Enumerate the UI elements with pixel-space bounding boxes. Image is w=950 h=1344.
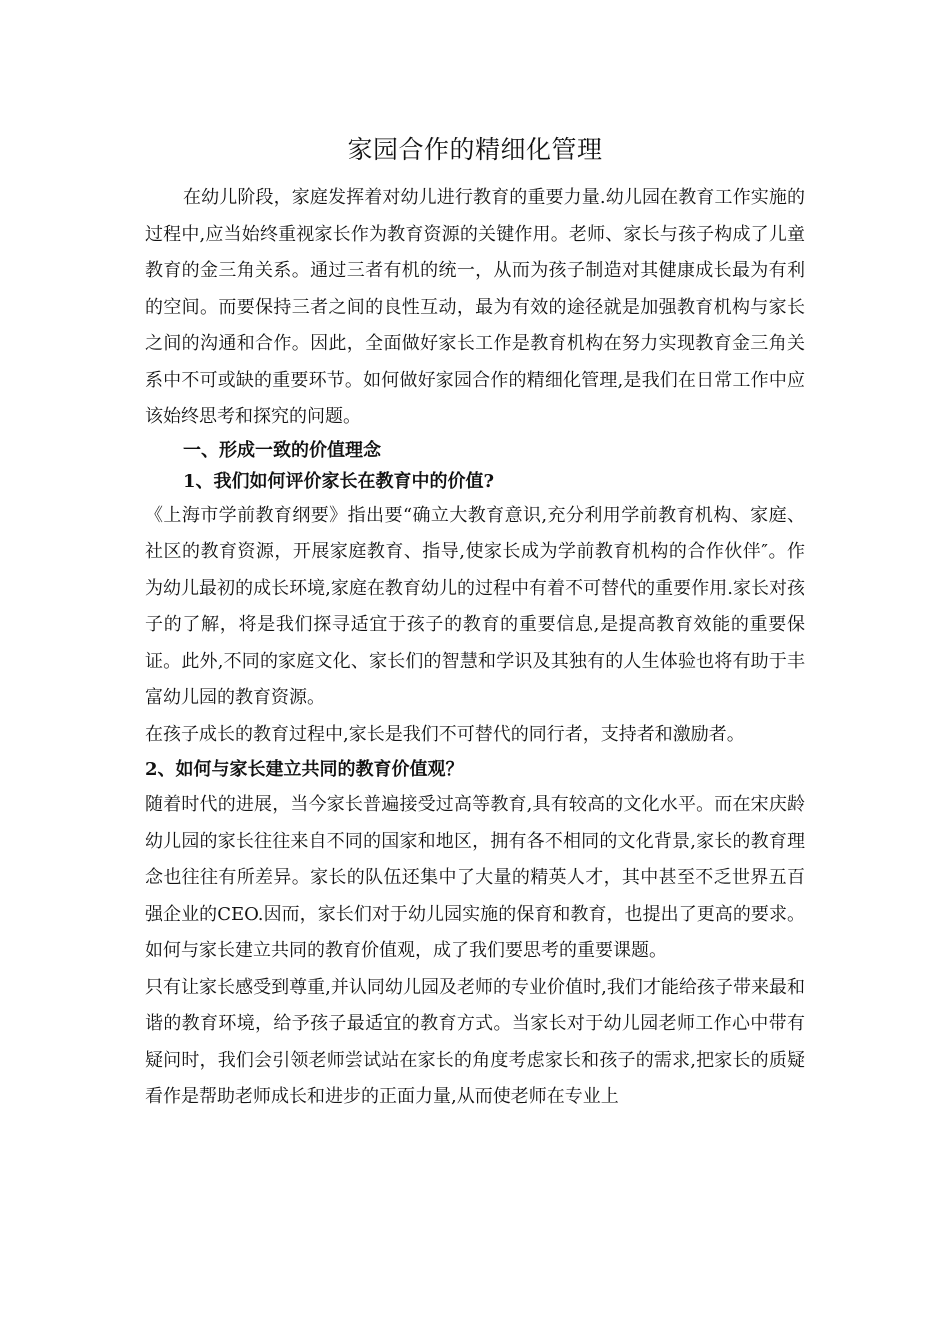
section-heading: 一、形成一致的价值理念 [183,439,381,461]
subsection-heading: 2、如何与家长建立共同的教育价值观？ [145,759,464,780]
subsection-heading: 1、我们如何评价家长在教育中的价值? [183,470,495,492]
intro-paragraph: 在幼儿阶段，家庭发挥着对幼儿进行教育的重要力量.幼儿园在教育工作实施的过程中,应当始终重视家长作为教育资源的关键作用。老师、家长与孩子构成了儿童教育的金三角关系。通过三者有机的统一，从而为孩子制造对其健康成长最为有利的空间。而要保持三者之间的良性互动，最为有效的途径就是加强教育机构与家长之间的沟通和合作。因此，全面做好家长工作是教育机构在努力实现教育金三角关系中不可或缺的重要环节。如何做好家园合作的精细化管理,是我们在日常工作中应该始终思考和探究的问题。 [145,187,805,427]
document-title: 家园合作的精细化管理 [347,135,603,164]
paragraph: 在孩子成长的教育过程中,家长是我们不可替代的同行者，支持者和激励者。 [145,723,745,745]
document-body [145,180,805,1116]
paragraph: 《上海市学前教育纲要》指出要“确立大教育意识,充分利用学前教育机构、家庭、社区的教育资源，开展家庭教育、指导,使家长成为学前教育机构的合作伙伴″。作为幼儿最初的成长环境,家庭在教育幼儿的过程中有着不可替代的重要作用.家长对孩子的了解，将是我们探寻适宜于孩子的教育的重要信息,是提高教育效能的重要保证。此外,不同的家庭文化、家长们的智慧和学识及其独有的人生体验也将有助于丰富幼儿园的教育资源。 [145,504,805,708]
paragraph: 只有让家长感受到尊重,并认同幼儿园及老师的专业价值时,我们才能给孩子带来最和谐的教育环境，给予孩子最适宜的教育方式。当家长对于幼儿园老师工作心中带有疑问时，我们会引领老师尝试站在家长的角度考虑家长和孩子的需求,把家长的质疑看作是帮助老师成长和进步的正面力量,从而使老师在专业上 [145,976,805,1107]
paragraph: 随着时代的进展，当今家长普遍接受过高等教育,具有较高的文化水平。而在宋庆龄幼儿园的家长往往来自不同的国家和地区，拥有各不相同的文化背景,家长的教育理念也往往有所差异。家长的队伍还集中了大量的精英人才，其中甚至不乏世界五百强企业的CEO.因而，家长们对于幼儿园实施的保育和教育，也提出了更高的要求。如何与家长建立共同的教育价值观，成了我们要思考的重要课题。 [145,794,805,961]
